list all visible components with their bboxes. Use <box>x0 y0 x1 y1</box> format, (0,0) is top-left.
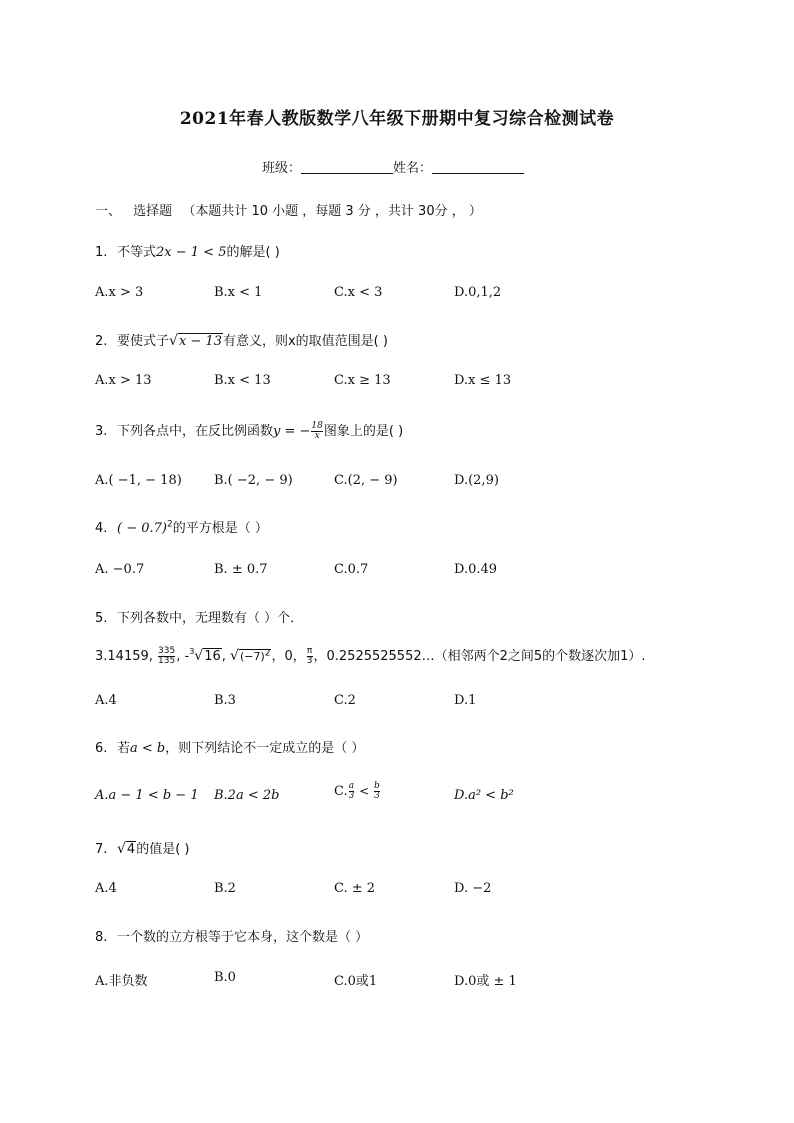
question-stem-tail: 有意义，则x的取值范围是( ) <box>222 334 388 349</box>
option-d: D.0.49 <box>454 562 498 577</box>
sqrt-icon: √ <box>117 841 126 857</box>
fraction-numerator: π <box>306 646 313 656</box>
option-d: D.(2,9) <box>454 473 499 488</box>
option-b: B.3 <box>214 693 236 708</box>
option-b: B.2 <box>214 881 236 896</box>
question-math: a < b <box>130 741 166 756</box>
fraction-335-135 <box>158 647 175 666</box>
class-label: 班级： <box>262 161 302 176</box>
radicand: x − 13 <box>178 334 222 349</box>
option-a: A.4 <box>95 881 117 896</box>
question-math: ( − 0.7) <box>117 521 167 536</box>
question-stem: 一个数的立方根等于它本身，这个数是（ ） <box>117 930 369 945</box>
question-4 <box>95 517 268 536</box>
fraction-denominator: x <box>311 431 322 441</box>
option-c: C. $\frac{a}{3}$ < $\frac{b}{3}$ <box>334 781 380 801</box>
question-math: 2x − 1 < 5 <box>156 245 227 260</box>
option-a: A. −0.7 <box>95 562 145 577</box>
question-5-number-list: 3.14159, $\frac{335}{135}$ , -$^3$√16, $√(-7)^2$，0， $\frac{\pi}{3}$ ，0.2525525552…（相邻两个2之间5的个数逐次加1）. <box>95 646 646 666</box>
question-number: 3. <box>95 424 108 439</box>
student-info-line <box>262 157 524 176</box>
fraction-numerator: 18 <box>311 421 323 431</box>
option-a: A.a − 1 < b − 1 <box>95 788 199 803</box>
question-number: 4. <box>95 521 108 536</box>
name-blank <box>432 161 524 174</box>
sqrt-icon: √ <box>169 333 178 349</box>
option-b: B.( −2, − 9) <box>214 473 293 488</box>
option-c: C.x ≥ 13 <box>334 373 391 388</box>
question-number: 1. <box>95 245 108 260</box>
option-c: C.2 <box>334 693 356 708</box>
option-d: D.1 <box>454 693 477 708</box>
number-list-tail: ，0.2525525552…（相邻两个2之间5的个数逐次加1）. <box>313 649 646 664</box>
question-number: 7. <box>95 842 108 857</box>
option-b: B.x < 13 <box>214 373 271 388</box>
question-1 <box>95 241 280 260</box>
cube-root-icon: √ <box>194 648 204 664</box>
question-number: 5. <box>95 611 108 626</box>
fraction-pi-3 <box>307 647 313 666</box>
option-b: B. ± 0.7 <box>214 562 268 577</box>
option-a: A.x > 3 <box>95 285 144 300</box>
question-math: y = − <box>273 424 311 439</box>
question-number: 6. <box>95 741 108 756</box>
section-note: （本题共计 10 小题 ，每题 3 分 ，共计 30分 ， ） <box>182 204 482 219</box>
option-d: D.x ≤ 13 <box>454 373 512 388</box>
question-stem-tail: 的解是( ) <box>226 245 280 260</box>
question-stem: 下列各点中，在反比例函数 <box>117 424 274 439</box>
option-c: C.x < 3 <box>334 285 383 300</box>
name-label: 姓名： <box>393 161 433 176</box>
option-b: B.x < 1 <box>214 285 263 300</box>
fraction-b-3: $\frac{b}{3}$ <box>374 781 380 801</box>
question-stem: 不等式 <box>117 245 157 260</box>
question-5 <box>95 607 303 626</box>
number-3-14159: 3.14159, <box>95 649 153 664</box>
fraction-denominator: 135 <box>158 656 176 666</box>
option-c: C.0.7 <box>334 562 369 577</box>
question-number: 2. <box>95 334 108 349</box>
question-2 <box>95 330 388 349</box>
sqrt-radicand: $(-7)^2$ <box>239 648 271 663</box>
question-stem-tail: 的值是( ) <box>136 842 190 857</box>
cube-root-index: 3 <box>189 647 195 656</box>
fraction-denominator: 3 <box>306 656 313 666</box>
option-d: D. −2 <box>454 881 492 896</box>
option-c: C.(2, − 9) <box>334 473 398 488</box>
option-b: B.0 <box>214 970 236 985</box>
cube-root-radicand: 16 <box>204 649 221 664</box>
question-6 <box>95 737 364 756</box>
option-c: C. ± 2 <box>334 881 376 896</box>
question-stem-tail: 的平方根是（ ） <box>172 521 268 536</box>
section-heading <box>95 200 482 219</box>
option-d: D.0或 ± 1 <box>454 974 517 989</box>
exam-title: 2021年春人教版数学八年级下册期中复习综合检测试卷 <box>179 109 615 129</box>
fraction-numerator: 335 <box>158 646 176 656</box>
option-a: A.4 <box>95 693 117 708</box>
exponent: 2 <box>166 519 173 530</box>
option-a: A.( −1, − 18) <box>95 473 182 488</box>
option-d: D.0,1,2 <box>454 285 502 300</box>
fraction-a-3: $\frac{a}{3}$ <box>348 781 355 801</box>
question-7 <box>95 838 189 857</box>
question-stem-tail: 图象上的是( ) <box>323 424 404 439</box>
option-a: A.非负数 <box>95 974 148 989</box>
section-index: 一、 <box>95 204 122 219</box>
radicand: 4 <box>126 842 136 857</box>
option-d: D.a² < b² <box>454 788 514 803</box>
sqrt-icon: √ <box>230 648 239 664</box>
option-a: A.x > 13 <box>95 373 152 388</box>
option-b: B.2a < 2b <box>214 788 280 803</box>
class-blank <box>301 161 393 174</box>
option-c: C.0或1 <box>334 974 378 989</box>
question-3 <box>95 420 403 441</box>
fraction <box>311 422 322 441</box>
zero-number: ，0， <box>271 649 306 664</box>
question-stem: 要使式子 <box>117 334 170 349</box>
question-stem: 下列各数中，无理数有（ ）个． <box>117 611 304 626</box>
question-8 <box>95 926 368 945</box>
section-label: 选择题 <box>133 204 173 219</box>
question-stem-tail: ，则下列结论不一定成立的是（ ） <box>165 741 365 756</box>
question-number: 8. <box>95 930 108 945</box>
question-stem: 若 <box>117 741 131 756</box>
